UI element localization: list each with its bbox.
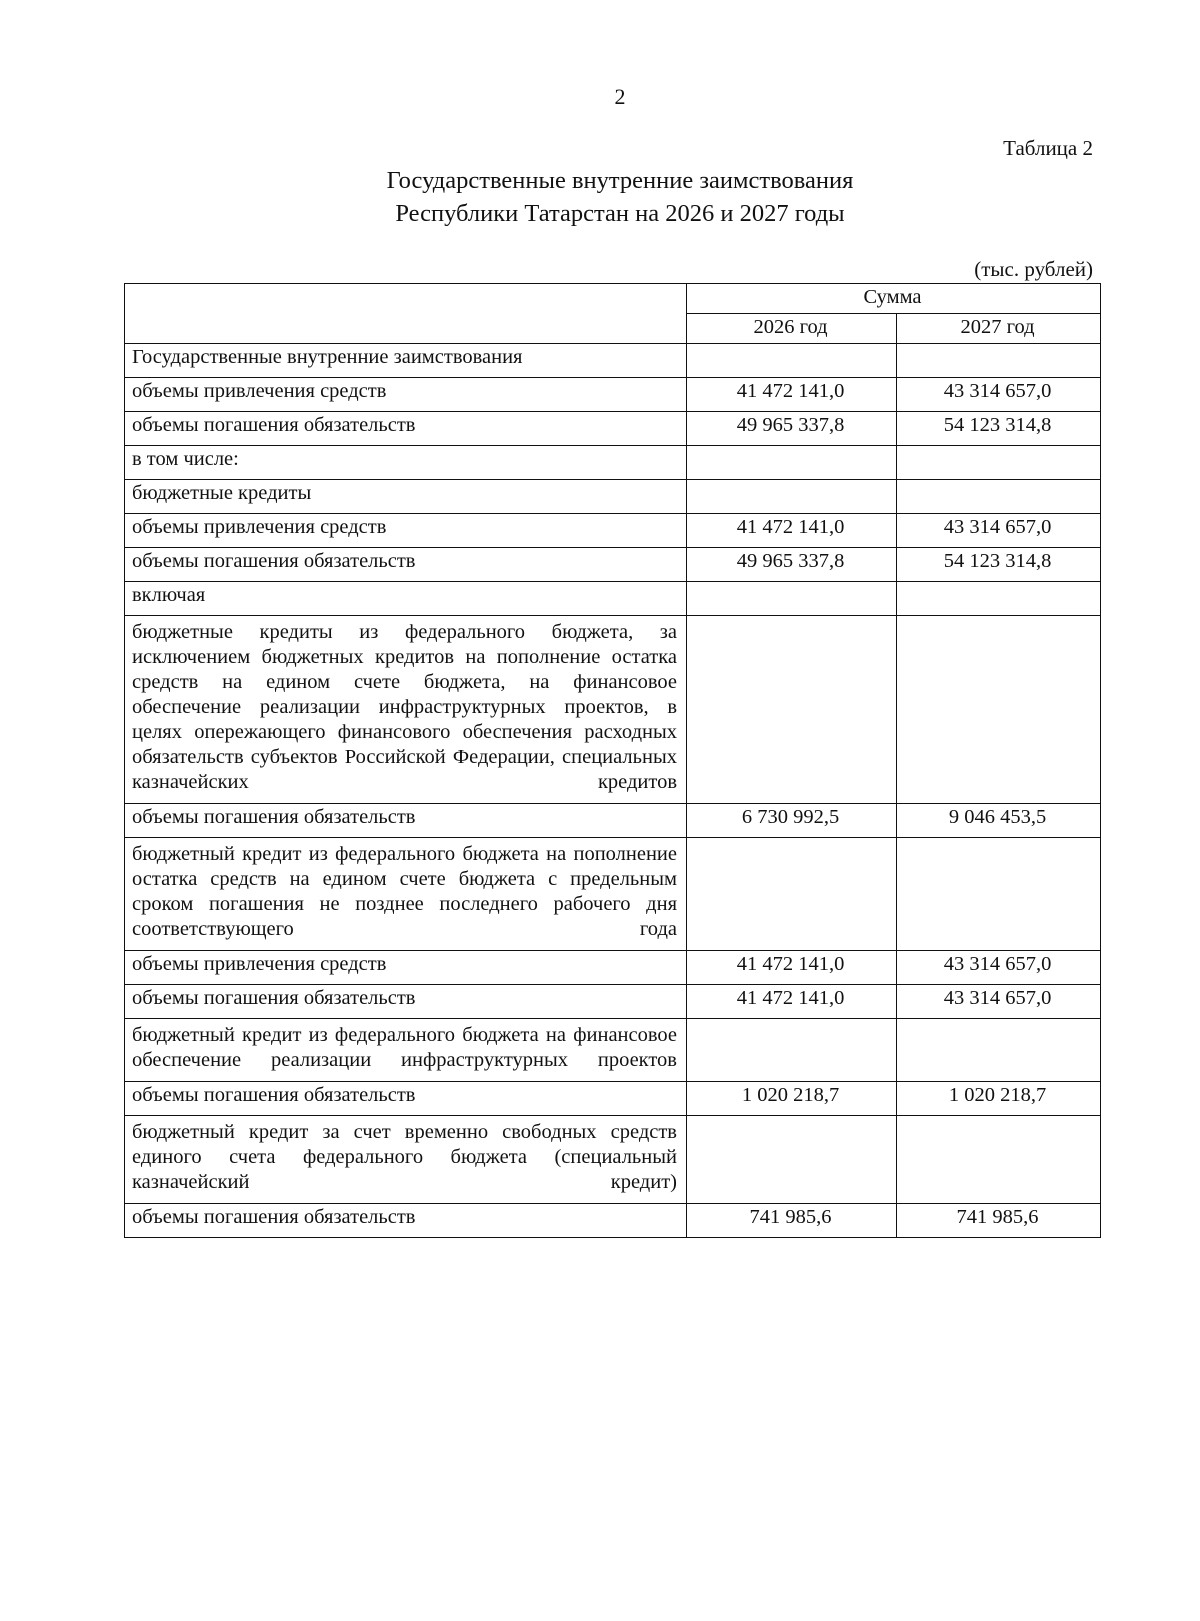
row-value-2026: [687, 616, 897, 804]
row-value-2027: [897, 344, 1101, 378]
table-row: [125, 838, 1101, 951]
row-label: в том числе:: [125, 446, 687, 480]
row-label: бюджетные кредиты: [125, 480, 687, 514]
title-line-2: Республики Татарстан на 2026 и 2027 годы: [395, 200, 845, 227]
row-label: объемы погашения обязательств: [125, 412, 687, 446]
row-value-2026: [687, 1019, 897, 1082]
row-label: бюджетный кредит за счет временно свободных средств единого счета федерального бюджета (специальный казначейский кредит): [125, 1116, 687, 1204]
row-label: объемы погашения обязательств: [125, 1082, 687, 1116]
header-year-2026: 2026 год: [687, 314, 897, 344]
row-value-2027: 43 314 657,0: [897, 985, 1101, 1019]
row-value-2027: 43 314 657,0: [897, 514, 1101, 548]
row-label: бюджетные кредиты из федерального бюджета, за исключением бюджетных кредитов на пополнение остатка средств на едином счете бюджета, на финансовое обеспечение реализации инфраструктурных проектов, в целях опережающего финансового обеспечения расходных обязательств субъектов Российской Федерации, специальных казначейских кредитов: [125, 616, 687, 804]
row-label: объемы погашения обязательств: [125, 1204, 687, 1238]
row-value-2026: 41 472 141,0: [687, 514, 897, 548]
row-value-2027: [897, 446, 1101, 480]
header-sum: Сумма: [687, 284, 1101, 314]
row-value-2026: [687, 838, 897, 951]
row-label: объемы привлечения средств: [125, 951, 687, 985]
row-value-2026: 1 020 218,7: [687, 1082, 897, 1116]
table-row: [125, 1204, 1101, 1238]
row-value-2027: 1 020 218,7: [897, 1082, 1101, 1116]
row-value-2027: [897, 838, 1101, 951]
table-row: [125, 582, 1101, 616]
table-row: [125, 1082, 1101, 1116]
row-value-2026: 41 472 141,0: [687, 985, 897, 1019]
row-label: бюджетный кредит из федерального бюджета на пополнение остатка средств на едином счете бюджета с предельным сроком погашения не позднее последнего рабочего дня соответствующего года: [125, 838, 687, 951]
row-value-2026: [687, 446, 897, 480]
row-value-2027: 741 985,6: [897, 1204, 1101, 1238]
table-row: [125, 548, 1101, 582]
table-row: [125, 446, 1101, 480]
row-value-2026: 741 985,6: [687, 1204, 897, 1238]
row-label: Государственные внутренние заимствования: [125, 344, 687, 378]
table-row: [125, 804, 1101, 838]
row-label: бюджетный кредит из федерального бюджета на финансовое обеспечение реализации инфраструктурных проектов: [125, 1019, 687, 1082]
row-value-2027: [897, 1116, 1101, 1204]
row-value-2027: 54 123 314,8: [897, 548, 1101, 582]
row-value-2027: [897, 616, 1101, 804]
table-row: [125, 344, 1101, 378]
row-value-2027: [897, 1019, 1101, 1082]
row-value-2027: 9 046 453,5: [897, 804, 1101, 838]
row-value-2026: [687, 582, 897, 616]
row-value-2027: 54 123 314,8: [897, 412, 1101, 446]
row-label: объемы погашения обязательств: [125, 985, 687, 1019]
row-value-2026: [687, 1116, 897, 1204]
title-line-1: Государственные внутренние заимствования: [386, 167, 854, 194]
borrowings-table: [124, 283, 1101, 1238]
table-row: [125, 378, 1101, 412]
row-value-2026: 41 472 141,0: [687, 951, 897, 985]
table-row: [125, 1116, 1101, 1204]
row-value-2026: 49 965 337,8: [687, 412, 897, 446]
table-row: [125, 616, 1101, 804]
row-label: объемы привлечения средств: [125, 514, 687, 548]
row-value-2027: 43 314 657,0: [897, 378, 1101, 412]
row-value-2027: 43 314 657,0: [897, 951, 1101, 985]
row-value-2027: [897, 480, 1101, 514]
row-value-2027: [897, 582, 1101, 616]
header-row-sum: [125, 284, 1101, 314]
header-year-2027: 2027 год: [897, 314, 1101, 344]
row-label: объемы привлечения средств: [125, 378, 687, 412]
document-title: [240, 164, 1000, 230]
row-label: объемы погашения обязательств: [125, 804, 687, 838]
table-row: [125, 985, 1101, 1019]
table-row: [125, 951, 1101, 985]
table-row: [125, 480, 1101, 514]
row-value-2026: 49 965 337,8: [687, 548, 897, 582]
row-value-2026: [687, 480, 897, 514]
table-row: [125, 1019, 1101, 1082]
page-number: 2: [614, 84, 626, 109]
row-label: включая: [125, 582, 687, 616]
row-label: объемы погашения обязательств: [125, 548, 687, 582]
units-label: (тыс. рублей): [974, 257, 1093, 281]
row-value-2026: 41 472 141,0: [687, 378, 897, 412]
row-value-2026: 6 730 992,5: [687, 804, 897, 838]
table-row: [125, 412, 1101, 446]
row-value-2026: [687, 344, 897, 378]
table-row: [125, 514, 1101, 548]
table-label: Таблица 2: [1003, 136, 1093, 160]
header-empty-cell: [125, 284, 687, 344]
